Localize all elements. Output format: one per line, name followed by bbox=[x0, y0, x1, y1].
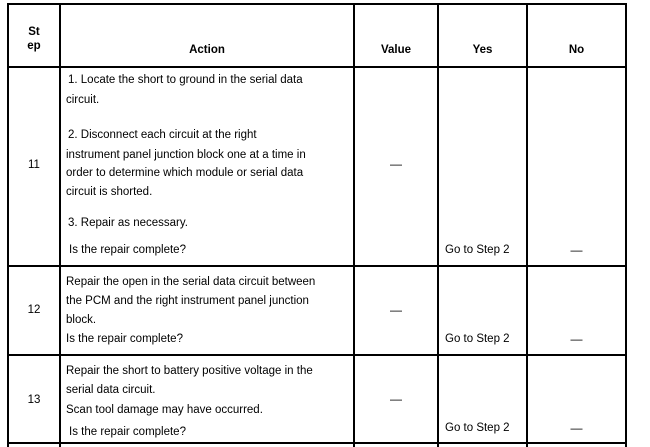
header-value: Value bbox=[380, 44, 412, 56]
grid-line bbox=[7, 442, 627, 444]
header-yes: Yes bbox=[472, 44, 493, 56]
grid-line bbox=[7, 3, 627, 5]
no-dash: — bbox=[570, 243, 583, 257]
header-step bbox=[9, 25, 59, 53]
value-dash: — bbox=[390, 392, 402, 406]
action-text: 1. Locate the short to ground in the serial data bbox=[68, 74, 303, 86]
grid-line bbox=[7, 66, 627, 68]
value-dash: — bbox=[390, 303, 402, 317]
grid-line bbox=[437, 3, 439, 447]
grid-line bbox=[625, 3, 627, 447]
no-dash: — bbox=[570, 421, 583, 435]
header-no: No bbox=[568, 44, 585, 56]
repair-question: Is the repair complete? bbox=[69, 244, 186, 256]
action-text: the PCM and the right instrument panel junction bbox=[66, 295, 309, 307]
action-text: 3. Repair as necessary. bbox=[68, 217, 188, 229]
action-text: instrument panel junction block one at a time in bbox=[66, 149, 306, 161]
header-step-line2: ep bbox=[27, 40, 41, 52]
action-text: circuit is shorted. bbox=[66, 186, 153, 198]
action-text: block. bbox=[66, 314, 97, 326]
grid-line bbox=[59, 3, 61, 447]
no-dash: — bbox=[570, 332, 583, 346]
go-to-step-link[interactable]: Go to Step 2 bbox=[445, 244, 510, 256]
action-text: Repair the open in the serial data circuit between bbox=[66, 276, 316, 288]
go-to-step-link[interactable]: Go to Step 2 bbox=[445, 333, 510, 345]
grid-line bbox=[7, 354, 627, 356]
step-number: 12 bbox=[27, 304, 41, 316]
action-text: order to determine which module or serial data bbox=[66, 167, 304, 179]
action-text: Scan tool damage may have occurred. bbox=[66, 404, 263, 416]
repair-question: Is the repair complete? bbox=[69, 426, 186, 438]
action-text: Repair the short to battery positive voltage in the bbox=[66, 365, 313, 377]
header-action: Action bbox=[189, 44, 225, 56]
repair-question: Is the repair complete? bbox=[66, 333, 183, 345]
action-text: 2. Disconnect each circuit at the right bbox=[68, 129, 257, 141]
grid-line bbox=[7, 265, 627, 267]
grid-line bbox=[7, 3, 9, 447]
action-text: serial data circuit. bbox=[66, 384, 156, 396]
grid-line bbox=[353, 3, 355, 447]
grid-line bbox=[526, 3, 528, 447]
value-dash: — bbox=[390, 157, 402, 171]
step-number: 13 bbox=[27, 394, 41, 406]
action-text: circuit. bbox=[66, 94, 100, 106]
step-number: 11 bbox=[28, 159, 40, 171]
header-step-line1: St bbox=[28, 26, 40, 38]
go-to-step-link[interactable]: Go to Step 2 bbox=[445, 422, 510, 434]
